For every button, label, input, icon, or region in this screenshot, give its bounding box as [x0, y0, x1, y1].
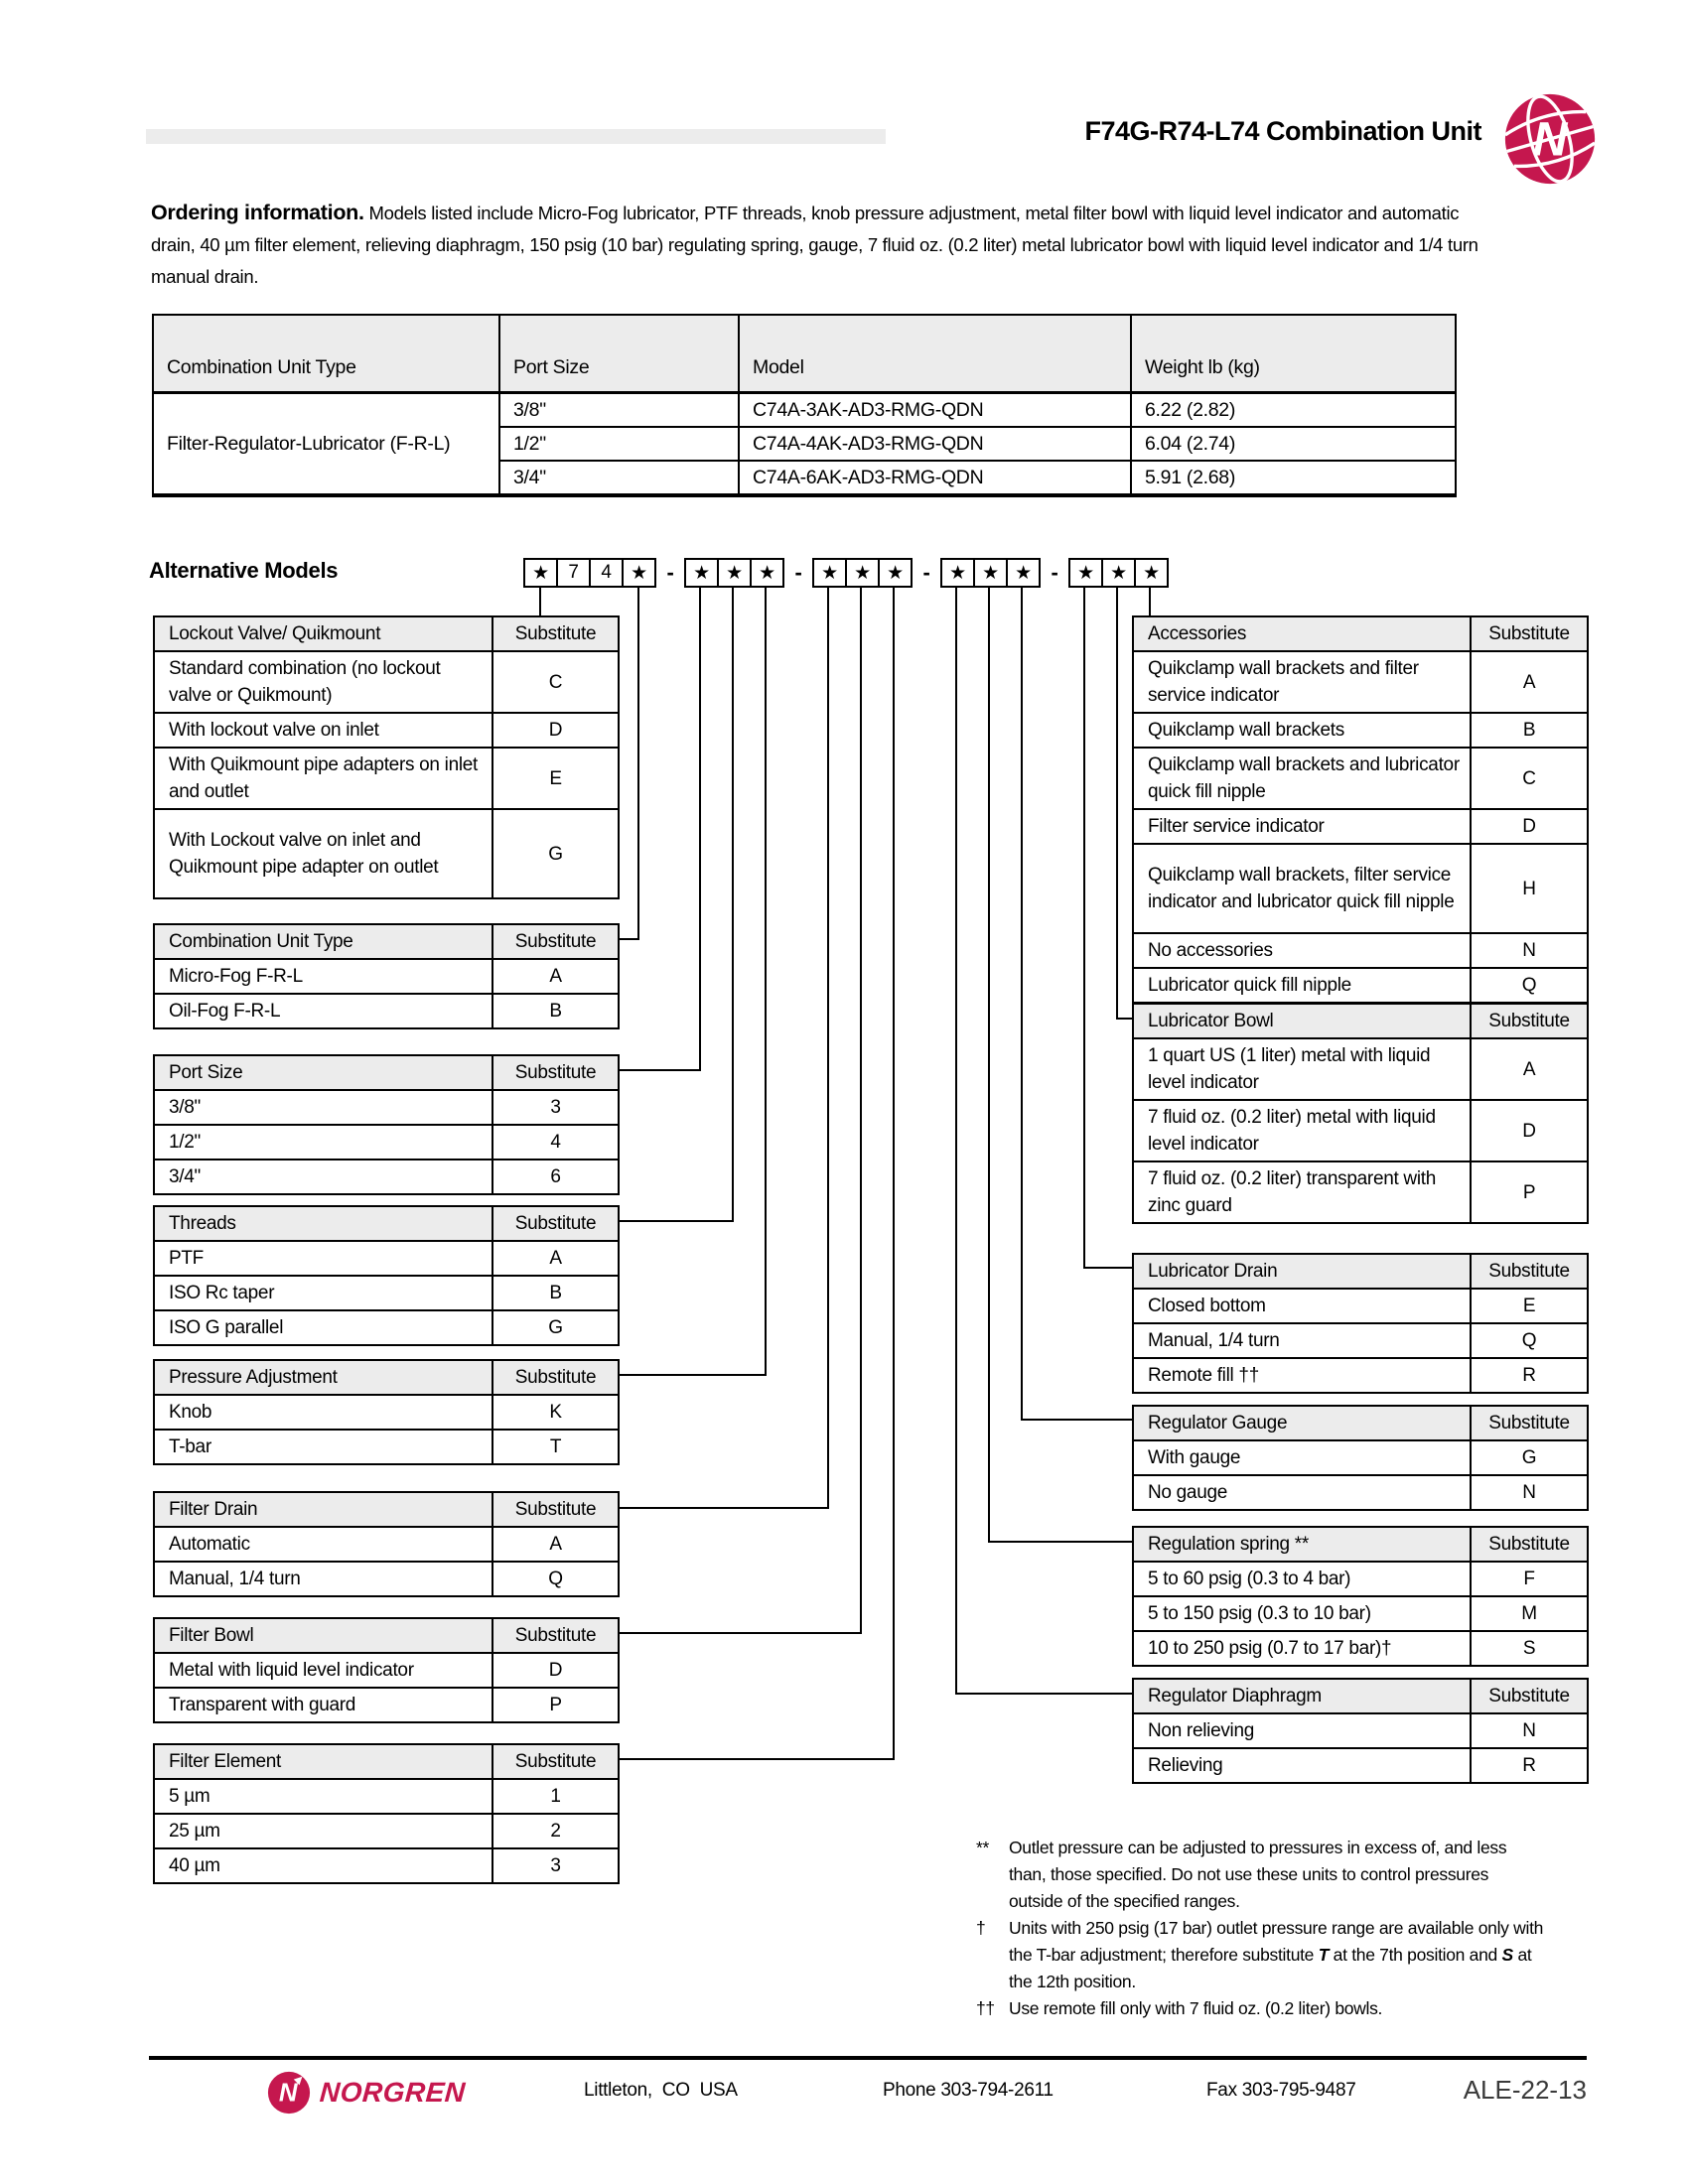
substitute-code: E [492, 748, 619, 809]
substitute-header: Substitute [492, 1055, 619, 1090]
code-box: ★ [878, 558, 913, 588]
option-table-title: Threads [154, 1206, 492, 1241]
option-table-title: Filter Element [154, 1744, 492, 1779]
header-combination-unit-type: Combination Unit Type [153, 315, 499, 393]
option-label: 1/2" [154, 1125, 492, 1160]
option-table-regulator-diaphragm [1132, 1678, 1589, 1784]
substitute-code: 3 [492, 1848, 619, 1883]
option-table-lubricator-bowl [1132, 1003, 1589, 1224]
code-separator: - [922, 560, 930, 585]
substitute-code: A [1471, 1038, 1588, 1100]
footnote-text [1009, 1915, 1547, 1995]
substitute-code: R [1471, 1358, 1588, 1393]
norgren-globe-icon [1502, 91, 1598, 192]
header-weight: Weight lb (kg) [1131, 315, 1456, 393]
option-label: No accessories [1133, 933, 1471, 968]
doc-code: ALE-22-13 [1463, 2075, 1587, 2105]
option-table-title: Accessories [1133, 616, 1471, 651]
weight-cell: 6.04 (2.74) [1131, 427, 1456, 461]
option-label: 10 to 250 psig (0.7 to 17 bar)† [1133, 1631, 1471, 1666]
connector-line [1116, 588, 1118, 1020]
option-table-combination-unit-type [153, 923, 620, 1029]
connector-line [618, 1374, 767, 1376]
option-label: Automatic [154, 1527, 492, 1562]
port-size-cell: 1/2" [499, 427, 739, 461]
connector-line [988, 1541, 1134, 1543]
substitute-code: G [492, 809, 619, 898]
code-box: ★ [717, 558, 752, 588]
code-box: 7 [556, 558, 591, 588]
code-box: ★ [812, 558, 847, 588]
footnote-text: Use remote fill only with 7 fluid oz. (0.2 liter) bowls. [1009, 1998, 1383, 2018]
page-title: F74G-R74-L74 Combination Unit [1084, 116, 1481, 146]
option-label: Non relieving [1133, 1713, 1471, 1748]
code-box: 4 [589, 558, 624, 588]
code-box: ★ [940, 558, 975, 588]
order-table-row [153, 393, 1456, 428]
substitute-header: Substitute [1471, 1254, 1588, 1289]
connector-line [988, 588, 990, 1543]
code-box: ★ [1101, 558, 1136, 588]
substitute-code: G [492, 1310, 619, 1345]
option-table-title: Port Size [154, 1055, 492, 1090]
option-label: Knob [154, 1395, 492, 1430]
substitute-code: D [492, 713, 619, 748]
connector-line [860, 588, 862, 1634]
option-table-lubricator-drain [1132, 1253, 1589, 1394]
footnote-marker: † [976, 1918, 986, 1938]
connector-line [893, 588, 895, 1760]
footer-location: Littleton, CO USA [584, 2080, 738, 2101]
ordering-information-body: Models listed include Micro-Fog lubricator, PTF threads, knob pressure adjustment, metal filter bowl with liquid level indicator and automatic drain, 40 µm filter element, relieving diaphragm, 150 psig (10 bar) regulating spring, gauge, 7 fluid oz. (0.2 liter) metal lubricator bowl with liquid level indicator and 1/4 turn manual drain. [151, 203, 1478, 287]
option-table-title: Regulation spring ** [1133, 1527, 1471, 1562]
option-label: 5 to 60 psig (0.3 to 4 bar) [1133, 1562, 1471, 1596]
footer-phone: Phone 303-794-2611 [883, 2080, 1054, 2101]
norgren-wordmark: NORGREN [318, 2077, 467, 2108]
footnote-text-part: at the 12th position. [1009, 1945, 1532, 1991]
connector-line [618, 938, 639, 940]
option-label: 25 µm [154, 1814, 492, 1848]
substitute-code: T [492, 1430, 619, 1464]
substitute-code: Q [492, 1562, 619, 1596]
substitute-code: 6 [492, 1160, 619, 1194]
footnote-text: Outlet pressure can be adjusted to pressures in excess of, and less than, those specified. Do not use these units to control pressures outside of the specified ranges. [1009, 1838, 1507, 1911]
connector-line [1021, 588, 1023, 1421]
connector-line [618, 1220, 734, 1222]
substitute-header: Substitute [492, 1744, 619, 1779]
port-size-cell: 3/4" [499, 461, 739, 495]
connector-line [765, 588, 767, 1376]
port-size-cell: 3/8" [499, 393, 739, 428]
substitute-header: Substitute [1471, 1527, 1588, 1562]
code-box: ★ [973, 558, 1008, 588]
substitute-code: A [492, 1241, 619, 1276]
alternative-models-heading: Alternative Models [149, 558, 339, 583]
connector-line [1083, 1267, 1134, 1269]
substitute-code: 1 [492, 1779, 619, 1814]
option-table-regulator-gauge [1132, 1405, 1589, 1511]
footnote-text-part: Units with 250 psig (17 bar) outlet pressure range are available only with the T-bar adjustment; therefore substitute [1009, 1918, 1544, 1965]
substitute-code: G [1471, 1440, 1588, 1475]
footnote-code-t: T [1318, 1945, 1330, 1965]
option-label: Micro-Fog F-R-L [154, 959, 492, 994]
code-box: ★ [845, 558, 880, 588]
option-label: Metal with liquid level indicator [154, 1653, 492, 1688]
option-table-title: Regulator Gauge [1133, 1406, 1471, 1440]
substitute-code: A [492, 1527, 619, 1562]
substitute-code: S [1471, 1631, 1588, 1666]
option-label: Standard combination (no lockout valve or Quikmount) [154, 651, 492, 713]
option-label: Relieving [1133, 1748, 1471, 1783]
order-table [152, 314, 1457, 497]
substitute-code: C [1471, 748, 1588, 809]
option-label: Manual, 1/4 turn [154, 1562, 492, 1596]
substitute-code: N [1471, 1475, 1588, 1510]
code-separator: - [794, 560, 802, 585]
footnote [976, 1995, 1547, 2022]
substitute-code: B [1471, 713, 1588, 748]
option-label: With Lockout valve on inlet and Quikmount pipe adapter on outlet [154, 809, 492, 898]
option-table-title: Filter Bowl [154, 1618, 492, 1653]
code-box: ★ [684, 558, 719, 588]
substitute-code: B [492, 994, 619, 1028]
option-label: T-bar [154, 1430, 492, 1464]
connector-line [618, 1758, 895, 1760]
svg-text:N: N [1532, 113, 1568, 167]
substitute-code: H [1471, 844, 1588, 933]
substitute-code: D [492, 1653, 619, 1688]
option-table-pressure-adjustment [153, 1359, 620, 1465]
code-separator: - [1051, 560, 1058, 585]
order-table-header-row [153, 315, 1456, 393]
connector-line [637, 588, 639, 940]
option-label: Quikclamp wall brackets [1133, 713, 1471, 748]
connector-line [539, 588, 541, 617]
substitute-code: A [1471, 651, 1588, 713]
option-table-title: Lockout Valve/ Quikmount [154, 616, 492, 651]
unit-type-cell: Filter-Regulator-Lubricator (F-R-L) [153, 393, 499, 496]
weight-cell: 5.91 (2.68) [1131, 461, 1456, 495]
option-label: 5 to 150 psig (0.3 to 10 bar) [1133, 1596, 1471, 1631]
substitute-header: Substitute [1471, 1679, 1588, 1713]
code-box: ★ [1134, 558, 1169, 588]
model-code-pattern [523, 558, 1169, 588]
connector-line [618, 1069, 701, 1071]
substitute-code: Q [1471, 968, 1588, 1003]
substitute-header: Substitute [1471, 1004, 1588, 1038]
substitute-code: B [492, 1276, 619, 1310]
code-separator: - [666, 560, 674, 585]
footer-fax: Fax 303-795-9487 [1206, 2080, 1356, 2101]
substitute-code: A [492, 959, 619, 994]
model-cell: C74A-6AK-AD3-RMG-QDN [739, 461, 1131, 495]
weight-cell: 6.22 (2.82) [1131, 393, 1456, 428]
code-box: ★ [1068, 558, 1103, 588]
header-model: Model [739, 315, 1131, 393]
option-table-regulation-spring [1132, 1526, 1589, 1667]
option-label: PTF [154, 1241, 492, 1276]
option-table-port-size [153, 1054, 620, 1195]
substitute-code: E [1471, 1289, 1588, 1323]
option-table-title: Filter Drain [154, 1492, 492, 1527]
substitute-header: Substitute [492, 1618, 619, 1653]
option-label: ISO Rc taper [154, 1276, 492, 1310]
connector-line [618, 1507, 829, 1509]
option-label: 7 fluid oz. (0.2 liter) metal with liquid level indicator [1133, 1100, 1471, 1161]
substitute-code: N [1471, 1713, 1588, 1748]
option-table-accessories [1132, 615, 1589, 1004]
footer-rule [149, 2056, 1587, 2060]
connector-line [699, 588, 701, 1071]
connector-line [827, 588, 829, 1509]
connector-line [618, 1632, 862, 1634]
option-table-title: Lubricator Bowl [1133, 1004, 1471, 1038]
connector-line [1021, 1419, 1134, 1421]
option-label: Manual, 1/4 turn [1133, 1323, 1471, 1358]
code-box: ★ [523, 558, 558, 588]
substitute-code: K [492, 1395, 619, 1430]
footnotes [976, 1835, 1547, 2022]
substitute-code: 2 [492, 1814, 619, 1848]
option-table-lockout [153, 615, 620, 899]
option-label: Oil-Fog F-R-L [154, 994, 492, 1028]
option-label: Closed bottom [1133, 1289, 1471, 1323]
connector-line [1149, 588, 1151, 617]
option-label: With lockout valve on inlet [154, 713, 492, 748]
ordering-information-lead: Ordering information. [151, 201, 364, 224]
substitute-header: Substitute [492, 616, 619, 651]
svg-text:N: N [278, 2079, 298, 2108]
substitute-code: F [1471, 1562, 1588, 1596]
option-table-title: Regulator Diaphragm [1133, 1679, 1471, 1713]
norgren-circle-icon [266, 2070, 312, 2116]
substitute-header: Substitute [492, 924, 619, 959]
option-label: With Quikmount pipe adapters on inlet and outlet [154, 748, 492, 809]
option-label: With gauge [1133, 1440, 1471, 1475]
substitute-code: M [1471, 1596, 1588, 1631]
substitute-header: Substitute [492, 1206, 619, 1241]
footnote-marker: †† [976, 1998, 995, 2018]
connector-line [955, 588, 957, 1695]
connector-line [955, 1693, 1134, 1695]
option-table-title: Lubricator Drain [1133, 1254, 1471, 1289]
model-cell: C74A-4AK-AD3-RMG-QDN [739, 427, 1131, 461]
option-label: Filter service indicator [1133, 809, 1471, 844]
footnote [976, 1915, 1547, 1995]
substitute-code: P [1471, 1161, 1588, 1223]
option-label: Quikclamp wall brackets and lubricator quick fill nipple [1133, 748, 1471, 809]
substitute-header: Substitute [492, 1492, 619, 1527]
code-box: ★ [622, 558, 656, 588]
option-label: 40 µm [154, 1848, 492, 1883]
substitute-header: Substitute [1471, 1406, 1588, 1440]
connector-line [1083, 588, 1085, 1269]
option-table-title: Combination Unit Type [154, 924, 492, 959]
substitute-code: C [492, 651, 619, 713]
option-table-title: Pressure Adjustment [154, 1360, 492, 1395]
option-table-filter-bowl [153, 1617, 620, 1723]
title-bar [146, 129, 886, 144]
option-table-filter-drain [153, 1491, 620, 1597]
option-label: Quikclamp wall brackets and filter service indicator [1133, 651, 1471, 713]
code-box: ★ [750, 558, 784, 588]
substitute-code: D [1471, 809, 1588, 844]
model-cell: C74A-3AK-AD3-RMG-QDN [739, 393, 1131, 428]
substitute-header: Substitute [492, 1360, 619, 1395]
option-label: 7 fluid oz. (0.2 liter) transparent with zinc guard [1133, 1161, 1471, 1223]
connector-line [732, 588, 734, 1222]
ordering-information-paragraph [151, 197, 1501, 293]
footnote [976, 1835, 1547, 1915]
substitute-code: P [492, 1688, 619, 1722]
substitute-code: 3 [492, 1090, 619, 1125]
footnote-text-part: at the 7th position and [1329, 1945, 1502, 1965]
option-table-threads [153, 1205, 620, 1346]
option-label: Remote fill †† [1133, 1358, 1471, 1393]
option-label: Lubricator quick fill nipple [1133, 968, 1471, 1003]
footnote-marker: ** [976, 1838, 990, 1857]
option-table-filter-element [153, 1743, 620, 1884]
substitute-code: D [1471, 1100, 1588, 1161]
option-label: 3/8" [154, 1090, 492, 1125]
footnote-code-s: S [1501, 1945, 1513, 1965]
option-label: Transparent with guard [154, 1688, 492, 1722]
substitute-code: Q [1471, 1323, 1588, 1358]
norgren-logo [266, 2070, 466, 2116]
option-label: 5 µm [154, 1779, 492, 1814]
option-label: No gauge [1133, 1475, 1471, 1510]
option-label: 3/4" [154, 1160, 492, 1194]
header-port-size: Port Size [499, 315, 739, 393]
substitute-code: R [1471, 1748, 1588, 1783]
option-label: Quikclamp wall brackets, filter service indicator and lubricator quick fill nipple [1133, 844, 1471, 933]
substitute-code: 4 [492, 1125, 619, 1160]
substitute-header: Substitute [1471, 616, 1588, 651]
substitute-code: N [1471, 933, 1588, 968]
code-box: ★ [1006, 558, 1041, 588]
option-label: 1 quart US (1 liter) metal with liquid level indicator [1133, 1038, 1471, 1100]
option-label: ISO G parallel [154, 1310, 492, 1345]
